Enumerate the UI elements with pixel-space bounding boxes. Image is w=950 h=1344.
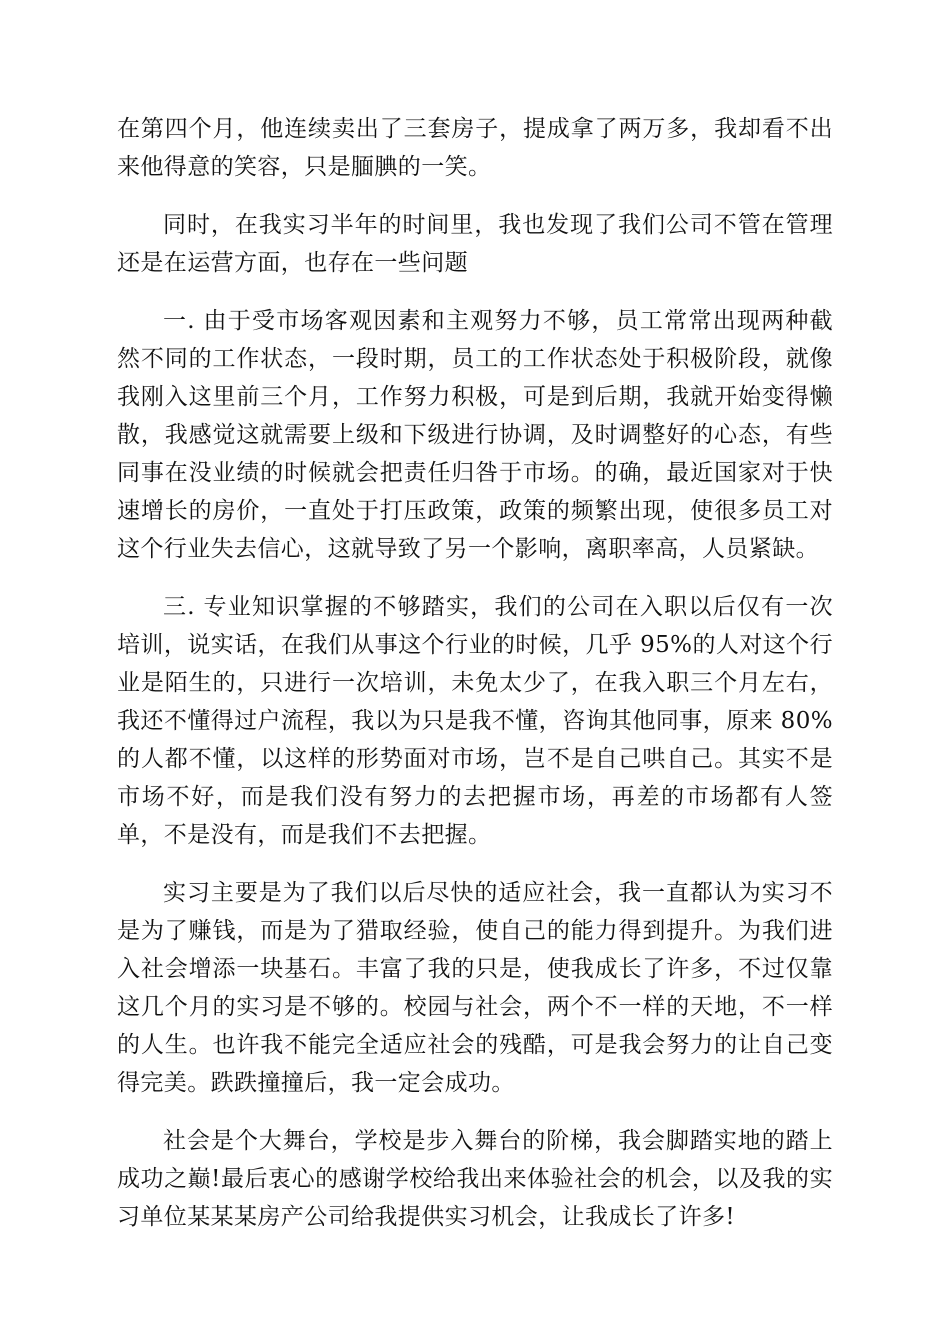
paragraph-4: 三. 专业知识掌握的不够踏实，我们的公司在入职以后仅有一次培训，说实话，在我们从事这个行业的时候，几乎 95%的人对这个行业是陌生的，只进行一次培训，未免太少了，在我入职三个月左右，我还不懂得过户流程，我以为只是我不懂，咨询其他同事，原来 80%的人都不懂，以这样的形势面对市场，岂不是自己哄自己。其实不是市场不好，而是我们没有努力的去把握市场，再差的市场都有人签单，不是没有，而是我们不去把握。 [117,594,833,848]
paragraph-2: 同时，在我实习半年的时间里，我也发现了我们公司不管在管理还是在运营方面，也存在一些问题 [117,212,833,276]
paragraph-1: 在第四个月，他连续卖出了三套房子，提成拿了两万多，我却看不出来他得意的笑容，只是腼腆的一笑。 [117,116,833,180]
paragraph-6: 社会是个大舞台，学校是步入舞台的阶梯，我会脚踏实地的踏上成功之巅!最后衷心的感谢学校给我出来体验社会的机会，以及我的实习单位某某某房产公司给我提供实习机会，让我成长了许多! [117,1128,833,1230]
paragraph-3: 一. 由于受市场客观因素和主观努力不够，员工常常出现两种截然不同的工作状态，一段时期，员工的工作状态处于积极阶段，就像我刚入这里前三个月，工作努力积极，可是到后期，我就开始变得懒散，我感觉这就需要上级和下级进行协调，及时调整好的心态，有些同事在没业绩的时候就会把责任归咎于市场。的确，最近国家对于快速增长的房价，一直处于打压政策，政策的频繁出现，使很多员工对这个行业失去信心，这就导致了另一个影响，离职率高，人员紧缺。 [117,308,833,562]
document-body [117,110,833,1256]
paragraph-5: 实习主要是为了我们以后尽快的适应社会，我一直都认为实习不是为了赚钱，而是为了猎取经验，使自己的能力得到提升。为我们进入社会增添一块基石。丰富了我的只是，使我成长了许多，不过仅靠这几个月的实习是不够的。校园与社会，两个不一样的天地，不一样的人生。也许我不能完全适应社会的残酷，可是我会努力的让自己变得完美。跌跌撞撞后，我一定会成功。 [117,880,833,1096]
